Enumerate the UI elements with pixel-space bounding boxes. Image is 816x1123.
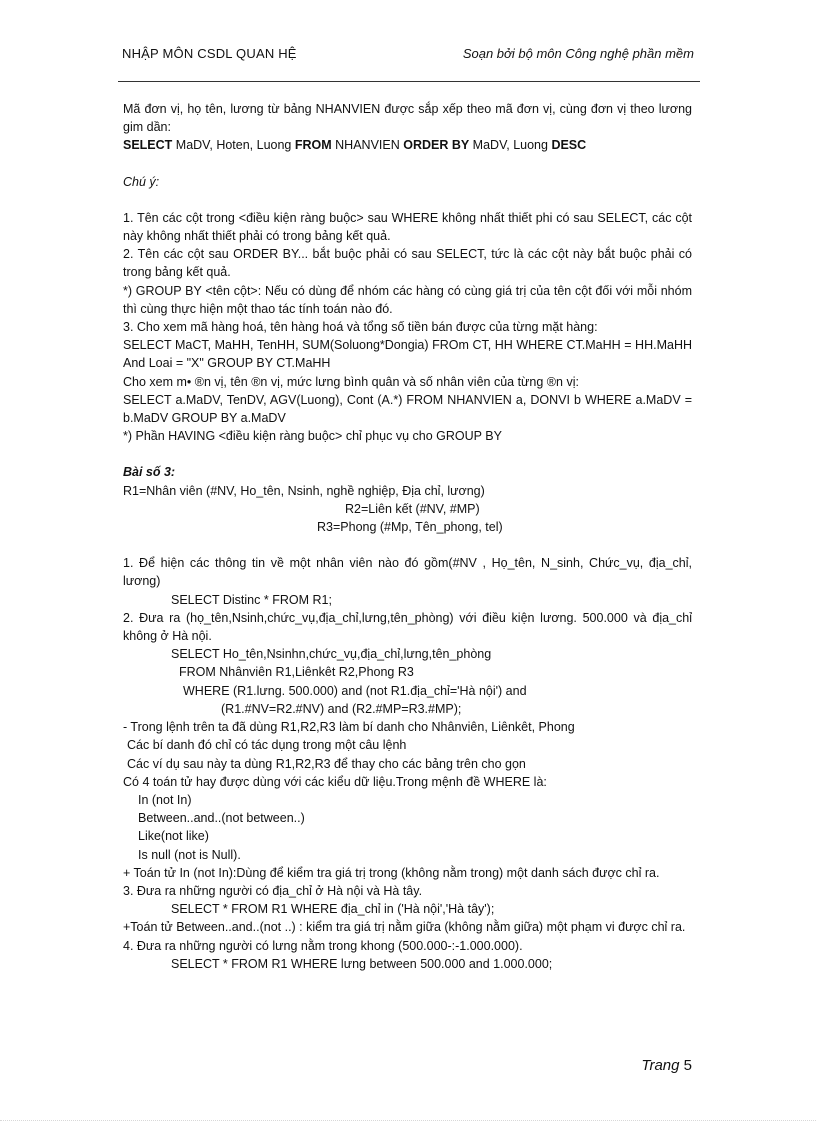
note-4: 3. Cho xem mã hàng hoá, tên hàng hoá và tổng số tiền bán được của từng mặt hàng: <box>123 320 598 335</box>
question-3: 3. Đưa ra những người có địa_chỉ ở Hà nội và Hà tây. <box>123 883 423 898</box>
question-2-sql-join: (R1.#NV=R2.#NV) and (R2.#MP=R3.#MP); <box>221 701 462 716</box>
operator-like: Like(not like) <box>138 829 209 844</box>
intro-text: Mã đơn vị, họ tên, lương từ bảng NHANVIEN được sắp xếp theo mã đơn vị, cùng đơn vị theo lương gim dần: <box>123 102 692 135</box>
relation-r2: R2=Liên kết (#NV, #MP) <box>345 501 480 516</box>
operator-is-null: Is null (not is Null). <box>138 847 241 862</box>
sql-text: NHANVIEN <box>331 138 404 153</box>
relation-r3: R3=Phong (#Mp, Tên_phong, tel) <box>317 520 503 535</box>
page-label: Trang <box>641 1057 680 1074</box>
note-1: 1. Tên các cột trong <điều kiện ràng buộc> sau WHERE không nhất thiết phi có sau SELECT, các cột này không nhất thiết phải có trong bảng kết quả. <box>123 210 692 244</box>
question-1-sql: SELECT Distinc * FROM R1; <box>171 592 332 607</box>
note-3: *) GROUP BY <tên cột>: Nếu có dùng để nhóm các hàng có cùng giá trị của tên cột đối với mỗi nhóm thì cùng thực hiện một thao tác tính toán nào đó. <box>123 283 692 316</box>
question-2-sql-where: WHERE (R1.lưng. 500.000) and (not R1.địa_chỉ='Hà nội') and <box>183 683 527 698</box>
note-8: *) Phần HAVING <điều kiện ràng buộc> chỉ phục vụ cho GROUP BY <box>123 429 502 444</box>
question-4-sql: SELECT * FROM R1 WHERE lưng between 500.000 and 1.000.000; <box>171 956 553 971</box>
alias-note-1: - Trong lệnh trên ta đã dùng R1,R2,R3 làm bí danh cho Nhânviên, Liênkêt, Phong <box>123 720 575 735</box>
sql-text: MaDV, Luong <box>469 138 552 153</box>
header-course-title: NHẬP MÔN CSDL QUAN HỆ <box>122 46 297 61</box>
page-bottom-border <box>0 1120 816 1121</box>
relation-r1: R1=Nhân viên (#NV, Ho_tên, Nsinh, nghề nghiệp, Địa chỉ, lương) <box>123 483 485 498</box>
sql-keyword: FROM <box>294 138 332 153</box>
exercise-title: Bài số 3: <box>123 465 176 480</box>
page-header <box>122 46 694 68</box>
page-number-value: 5 <box>683 1057 692 1074</box>
question-4: 4. Đưa ra những người có lưng nằm trong khong (500.000-:-1.000.000). <box>123 938 523 953</box>
alias-note-2: Các bí danh đó chỉ có tác dụng trong một câu lệnh <box>127 738 407 753</box>
alias-note-3: Các ví dụ sau này ta dùng R1,R2,R3 để thay cho các bảng trên cho gọn <box>127 756 526 771</box>
question-1: 1. Để hiện các thông tin về một nhân viên nào đó gồm(#NV , Họ_tên, N_sinh, Chức_vụ, địa_chỉ, lương) <box>123 556 692 589</box>
note-title: Chú ý: <box>123 174 160 189</box>
intro-sql <box>123 136 692 154</box>
question-2-sql-select: SELECT Ho_tên,Nsinhn,chức_vụ,địa_chỉ,lưng,tên_phòng <box>171 647 492 662</box>
question-2: 2. Đưa ra (họ_tên,Nsinh,chức_vụ,địa_chỉ,lưng,tên_phòng) với điều kiện lương. 500.000 và địa_chỉ không ở Hà nội. <box>123 610 692 644</box>
sql-keyword: SELECT <box>123 138 173 153</box>
operator-in: In (not In) <box>138 792 192 807</box>
operator-between-desc: +Toán tử Between..and..(not ..) : kiểm tra giá trị nằm giữa (không nằm giữa) một phạm vi được chỉ ra. <box>123 920 686 935</box>
header-author: Soạn bởi bộ môn Công nghệ phần mềm <box>462 46 694 61</box>
question-2-sql-from: FROM Nhânviên R1,Liênkêt R2,Phong R3 <box>179 665 414 680</box>
note-6: Cho xem m• ®n vị, tên ®n vị, mức lưng bình quân và số nhân viên của từng ®n vị: <box>123 374 579 389</box>
sql-text: MaDV, Hoten, Luong <box>172 138 295 153</box>
sql-keyword: ORDER BY <box>403 138 470 153</box>
note-7-sql: SELECT a.MaDV, TenDV, AGV(Luong), Cont (A.*) FROM NHANVIEN a, DONVI b WHERE a.MaDV = b.MaDV GROUP BY a.MaDV <box>123 392 692 426</box>
page-number <box>641 1057 692 1074</box>
question-3-sql: SELECT * FROM R1 WHERE địa_chỉ in ('Hà nội','Hà tây'); <box>171 902 495 917</box>
operators-intro: Có 4 toán tử hay được dùng với các kiểu dữ liệu.Trong mệnh đề WHERE là: <box>123 774 547 789</box>
note-2: 2. Tên các cột sau ORDER BY... bắt buộc phải có sau SELECT, tức là các cột này bắt buộc phải có trong bảng kết quả. <box>123 247 692 280</box>
page-content <box>123 100 692 973</box>
operator-in-desc: + Toán tử In (not In):Dùng để kiểm tra giá trị trong (không nằm trong) một danh sách được chỉ ra. <box>123 865 660 880</box>
note-5-sql: SELECT MaCT, MaHH, TenHH, SUM(Soluong*Dongia) FROm CT, HH WHERE CT.MaHH = HH.MaHH And Loai = "X" GROUP BY CT.MaHH <box>123 338 692 371</box>
header-divider <box>118 81 700 82</box>
operator-between: Between..and..(not between..) <box>138 811 305 826</box>
sql-keyword: DESC <box>551 138 587 153</box>
